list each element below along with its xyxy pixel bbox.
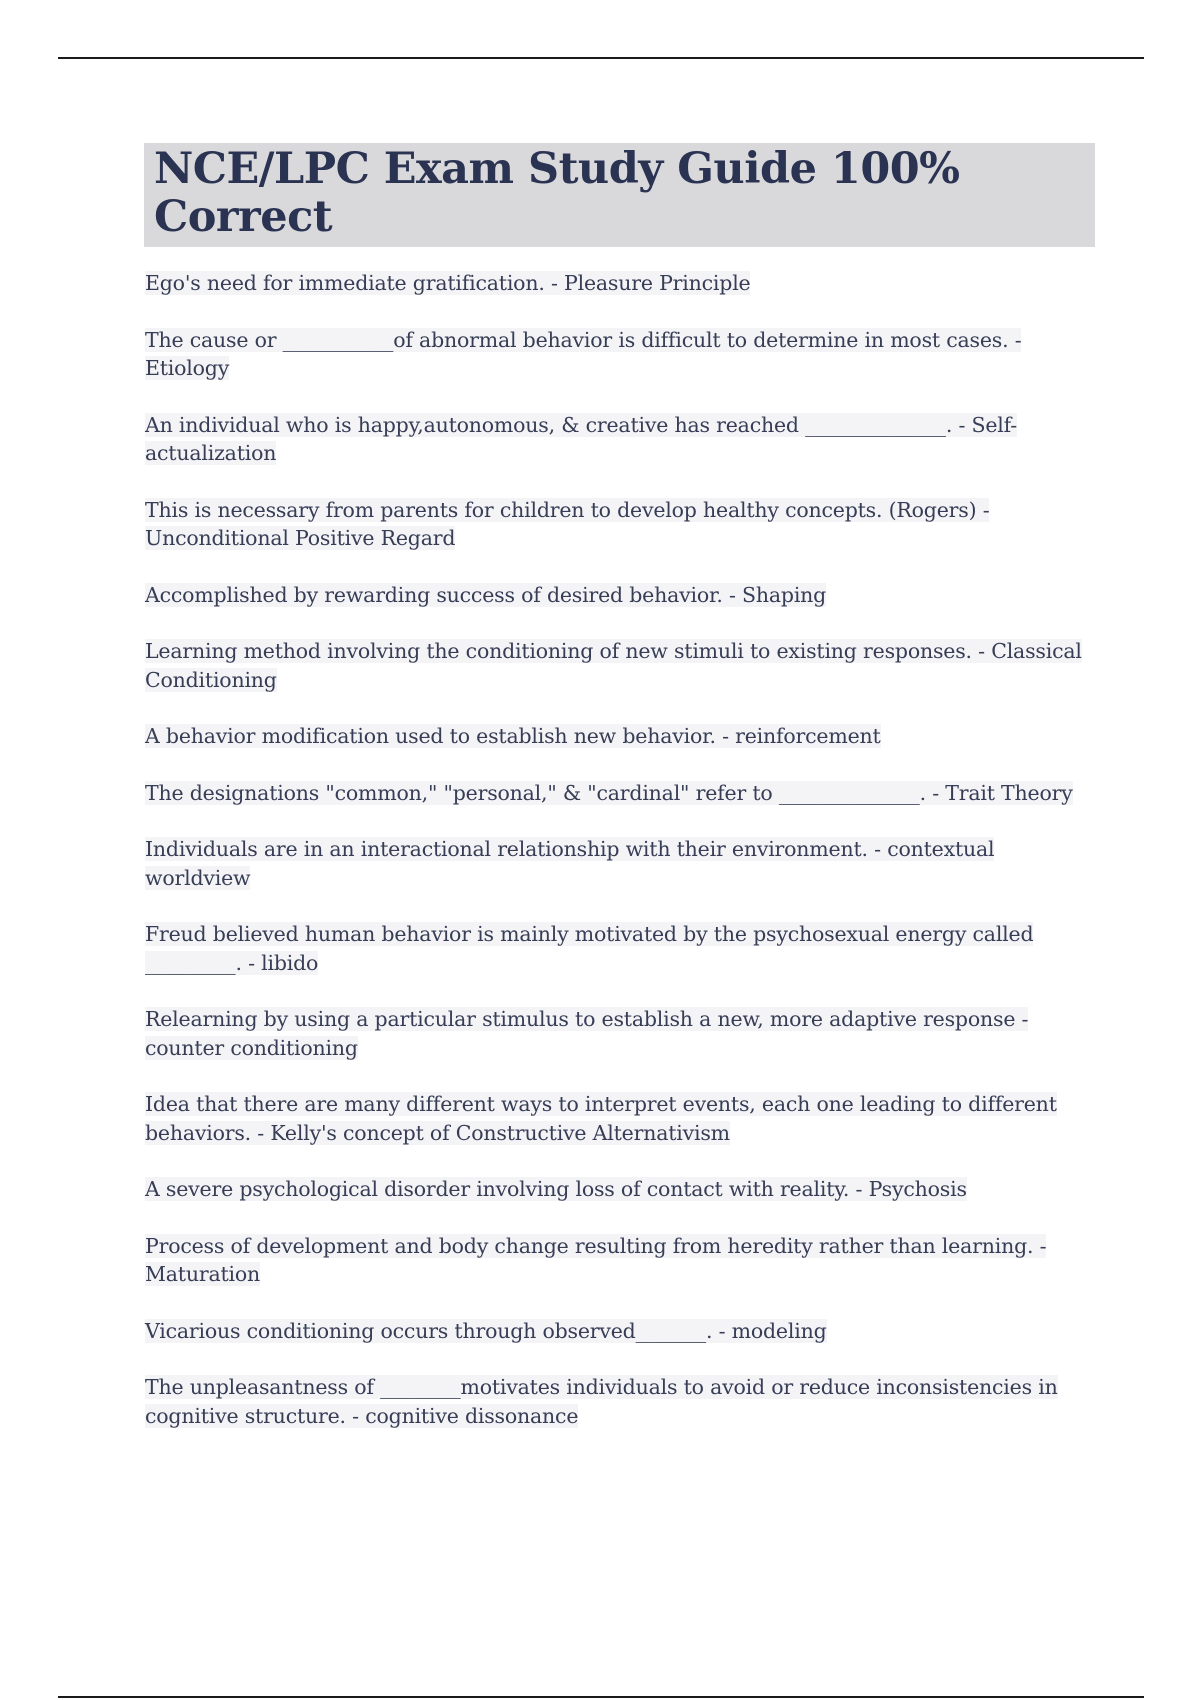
flashcard-list — [145, 269, 1095, 1430]
flashcard-item — [145, 1175, 1095, 1204]
flashcard-item — [145, 1005, 1095, 1062]
flashcard-text: Accomplished by rewarding success of desired behavior. - Shaping — [145, 582, 827, 607]
flashcard-text: The unpleasantness of ________motivates individuals to avoid or reduce inconsistencies in cognitive structure. - cognitive dissonance — [145, 1375, 1058, 1428]
flashcard-item — [145, 269, 1095, 298]
flashcard-text: Individuals are in an interactional relationship with their environment. - contextual worldview — [145, 837, 995, 890]
flashcard-text: Idea that there are many different ways to interpret events, each one leading to different behaviors. - Kelly's concept of Constructive Alternativism — [145, 1092, 1057, 1145]
flashcard-text: Vicarious conditioning occurs through observed_______. - modeling — [145, 1318, 827, 1343]
flashcard-text: The cause or ___________of abnormal behavior is difficult to determine in most cases. - Etiology — [145, 327, 1022, 381]
flashcard-item — [145, 1373, 1095, 1430]
flashcard-item — [145, 637, 1095, 694]
flashcard-text: An individual who is happy,autonomous, & creative has reached ______________. - Self-actualization — [145, 412, 1018, 466]
flashcard-text: This is necessary from parents for children to develop healthy concepts. (Rogers) - Unconditional Positive Regard — [145, 497, 990, 551]
flashcard-item — [145, 1232, 1095, 1289]
flashcard-item — [145, 1090, 1095, 1147]
flashcard-text: The designations "common," "personal," & "cardinal" refer to ______________. - Trait Theory — [145, 780, 1073, 805]
flashcard-text: Freud believed human behavior is mainly motivated by the psychosexual energy called _________. - libido — [145, 922, 1034, 975]
top-rule — [58, 57, 1144, 59]
flashcard-text: A behavior modification used to establish new behavior. - reinforcement — [145, 724, 881, 749]
flashcard-item — [145, 779, 1095, 808]
flashcard-item — [145, 411, 1095, 468]
flashcard-text: Ego's need for immediate gratification. - Pleasure Principle — [145, 271, 751, 296]
flashcard-text: Process of development and body change resulting from heredity rather than learning. - Maturation — [145, 1233, 1047, 1287]
flashcard-item — [145, 326, 1095, 383]
flashcard-item — [145, 1317, 1095, 1346]
flashcard-item — [145, 722, 1095, 751]
flashcard-text: Relearning by using a particular stimulus to establish a new, more adaptive response - counter conditioning — [145, 1007, 1029, 1060]
document-page — [145, 143, 1095, 1458]
document-title: NCE/LPC Exam Study Guide 100% Correct — [154, 144, 960, 243]
flashcard-item — [145, 496, 1095, 553]
flashcard-item — [145, 835, 1095, 892]
bottom-rule — [58, 1696, 1144, 1698]
flashcard-item — [145, 920, 1095, 977]
flashcard-text: Learning method involving the conditioning of new stimuli to existing responses. - Classical Conditioning — [145, 639, 1082, 692]
flashcard-text: A severe psychological disorder involving loss of contact with reality. - Psychosis — [145, 1177, 967, 1202]
title-highlight — [144, 143, 1095, 247]
flashcard-item — [145, 581, 1095, 610]
